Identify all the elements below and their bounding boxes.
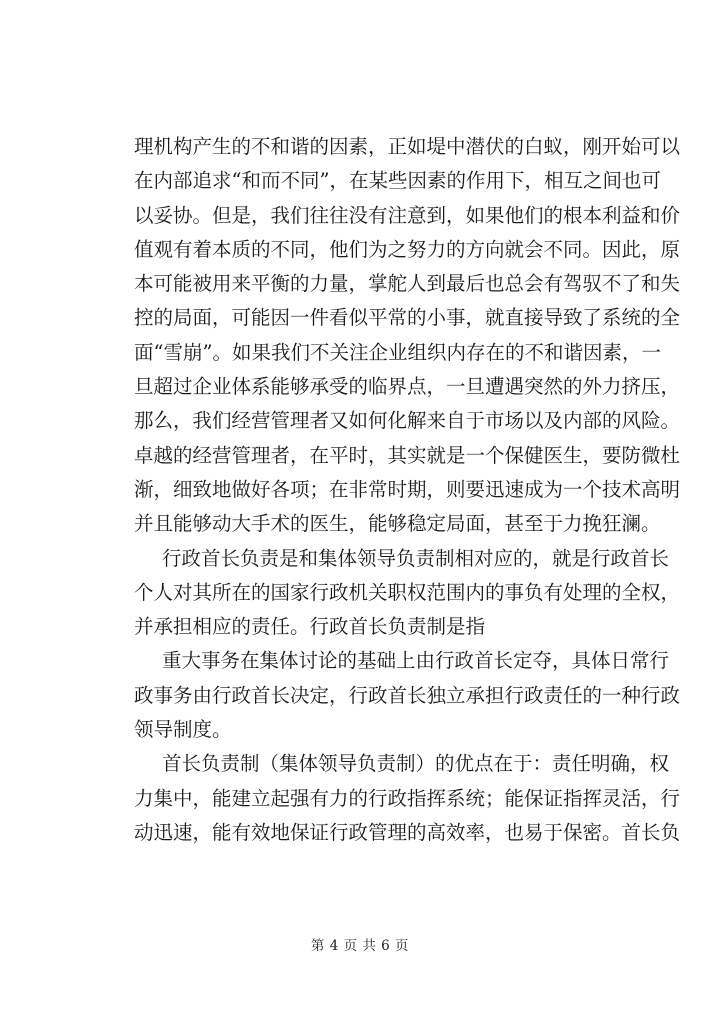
text-line: 个人对其所在的国家行政机关职权范围内的事负有处理的全权，	[134, 580, 681, 604]
text-line: 那么，我们经营管理者又如何化解来自于市场以及内部的风险。	[134, 409, 681, 433]
text-line: 动迅速，能有效地保证行政管理的高效率，也易于保密。首长负	[134, 820, 681, 844]
text-line: 首长负责制（集体领导负责制）的优点在于：责任明确，权	[162, 752, 670, 776]
text-line: 以妥协。但是，我们往往没有注意到，如果他们的根本利益和价	[134, 203, 681, 227]
text-line: 本可能被用来平衡的力量，掌舵人到最后也总会有驾驭不了和失	[134, 272, 681, 296]
body-text	[134, 130, 681, 850]
text-line: 旦超过企业体系能够承受的临界点，一旦遭遇突然的外力挤压，	[134, 375, 681, 399]
text-line: 政事务由行政首长决定，行政首长独立承担行政责任的一种行政	[134, 683, 681, 707]
text-line: 重大事务在集体讨论的基础上由行政首长定夺，具体日常行	[162, 649, 670, 673]
text-line: 在内部追求“和而不同”，在某些因素的作用下，相互之间也可	[134, 169, 661, 193]
text-line: 力集中，能建立起强有力的行政指挥系统；能保证指挥灵活，行	[134, 786, 681, 810]
text-line: 控的局面，可能因一件看似平常的小事，就直接导致了系统的全	[134, 306, 681, 330]
text-line: 领导制度。	[134, 718, 232, 742]
text-line: 面“雪崩”。如果我们不关注企业组织内存在的不和谐因素，一	[134, 340, 661, 364]
text-line: 行政首长负责是和集体领导负责制相对应的，就是行政首长	[162, 546, 670, 570]
text-line: 并承担相应的责任。行政首长负责制是指	[134, 615, 486, 639]
page-footer: 第 4 页 共 6 页	[310, 938, 410, 954]
text-line: 值观有着本质的不同，他们为之努力的方向就会不同。因此，原	[134, 237, 681, 261]
text-line: 理机构产生的不和谐的因素，正如堤中潜伏的白蚁，刚开始可以	[134, 135, 681, 158]
text-line: 并且能够动大手术的医生，能够稳定局面，甚至于力挽狂澜。	[134, 512, 661, 536]
text-line: 卓越的经营管理者，在平时，其实就是一个保健医生，要防微杜	[134, 443, 681, 467]
text-line: 渐，细致地做好各项；在非常时期，则要迅速成为一个技术高明	[134, 477, 681, 501]
